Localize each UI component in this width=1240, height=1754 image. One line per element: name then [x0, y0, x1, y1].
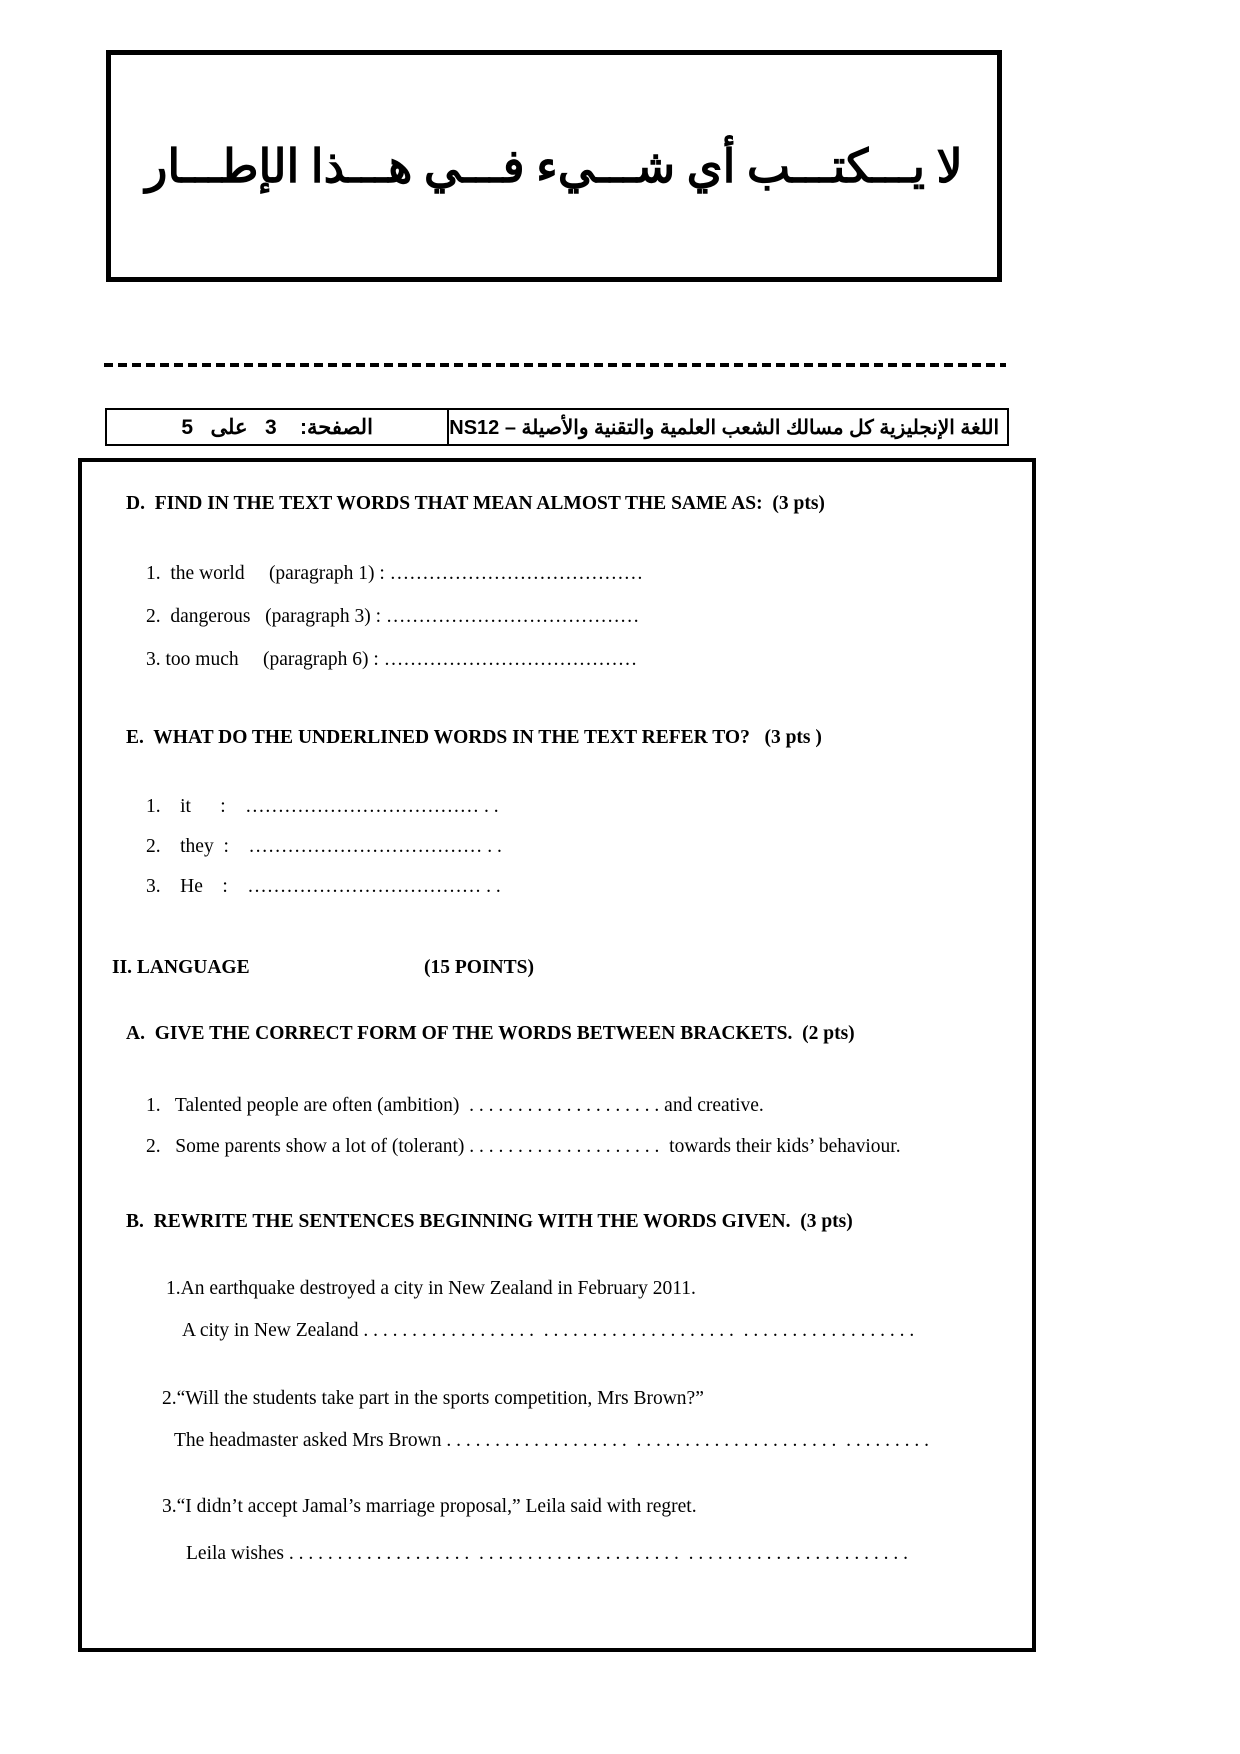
section-b-item-2-rewrite-line: The headmaster asked Mrs Brown . . . . . . . . . . . . . . . . . . . . . . . . . . . . . . . . . . . . . . . . . . . . . . . . . [174, 1430, 930, 1451]
section-e-item-1: 1. it : ……………………………… . . [146, 796, 499, 817]
section-b-heading: B. REWRITE THE SENTENCES BEGINNING WITH THE WORDS GIVEN. (3 pts) [126, 1211, 853, 1232]
section-d-item-2: 2. dangerous (paragraph 3) : ………………………………… [146, 606, 640, 627]
section-b-item-2-sentence: 2.“Will the students take part in the sports competition, Mrs Brown?” [162, 1388, 704, 1409]
section-b-item-1-rewrite-line: A city in New Zealand . . . . . . . . . . . . . . . . . . . . . . . . . . . . . . . . . . . . . . . . . . . . . . . . . . . . . . . . [182, 1320, 915, 1341]
page-indicator-text: الصفحة: 3 على 5 [181, 415, 373, 439]
section-d-item-1: 1. the world (paragraph 1) : ………………………………… [146, 563, 644, 584]
section-d-heading: D. FIND IN THE TEXT WORDS THAT MEAN ALMOST THE SAME AS: (3 pts) [126, 493, 825, 514]
section-e-heading: E. WHAT DO THE UNDERLINED WORDS IN THE TEXT REFER TO? (3 pts ) [126, 727, 822, 748]
exam-header-bar [105, 408, 1009, 446]
section-d-item-3: 3. too much (paragraph 6) : ………………………………… [146, 649, 638, 670]
section-a-item-2: 2. Some parents show a lot of (tolerant) . . . . . . . . . . . . . . . . . . . . towards their kids’ behaviour. [146, 1136, 901, 1157]
page-indicator [107, 410, 449, 444]
exam-title-cell [449, 410, 1007, 444]
exam-title-text: اللغة الإنجليزية كل مسالك الشعب العلمية والتقنية والأصيلة – NS12 [449, 416, 999, 439]
section-a-heading: A. GIVE THE CORRECT FORM OF THE WORDS BETWEEN BRACKETS. (2 pts) [126, 1023, 855, 1044]
section-b-item-3-sentence: 3.“I didn’t accept Jamal’s marriage proposal,” Leila said with regret. [162, 1496, 697, 1517]
section-a-item-1: 1. Talented people are often (ambition) . . . . . . . . . . . . . . . . . . . . and creative. [146, 1095, 764, 1116]
language-section-heading: II. LANGUAGE [112, 957, 250, 978]
dashed-separator [104, 363, 1006, 367]
section-b-item-3-rewrite-line: Leila wishes . . . . . . . . . . . . . . . . . . . . . . . . . . . . . . . . . . . . . . . . . . . . . . . . . . . . . . . . . . . . . . . [186, 1543, 909, 1564]
section-e-item-3: 3. He : ……………………………… . . [146, 876, 501, 897]
section-b-item-1-sentence: 1.An earthquake destroyed a city in New Zealand in February 2011. [166, 1278, 696, 1299]
section-e-item-2: 2. they : ……………………………… . . [146, 836, 502, 857]
no-write-frame-text: لا يـــكتـــب أي شـــيء فـــي هـــذا الإطـــار [145, 141, 963, 192]
main-content-box [78, 458, 1036, 1652]
no-write-frame [106, 50, 1002, 282]
language-section-points: (15 POINTS) [424, 957, 534, 978]
